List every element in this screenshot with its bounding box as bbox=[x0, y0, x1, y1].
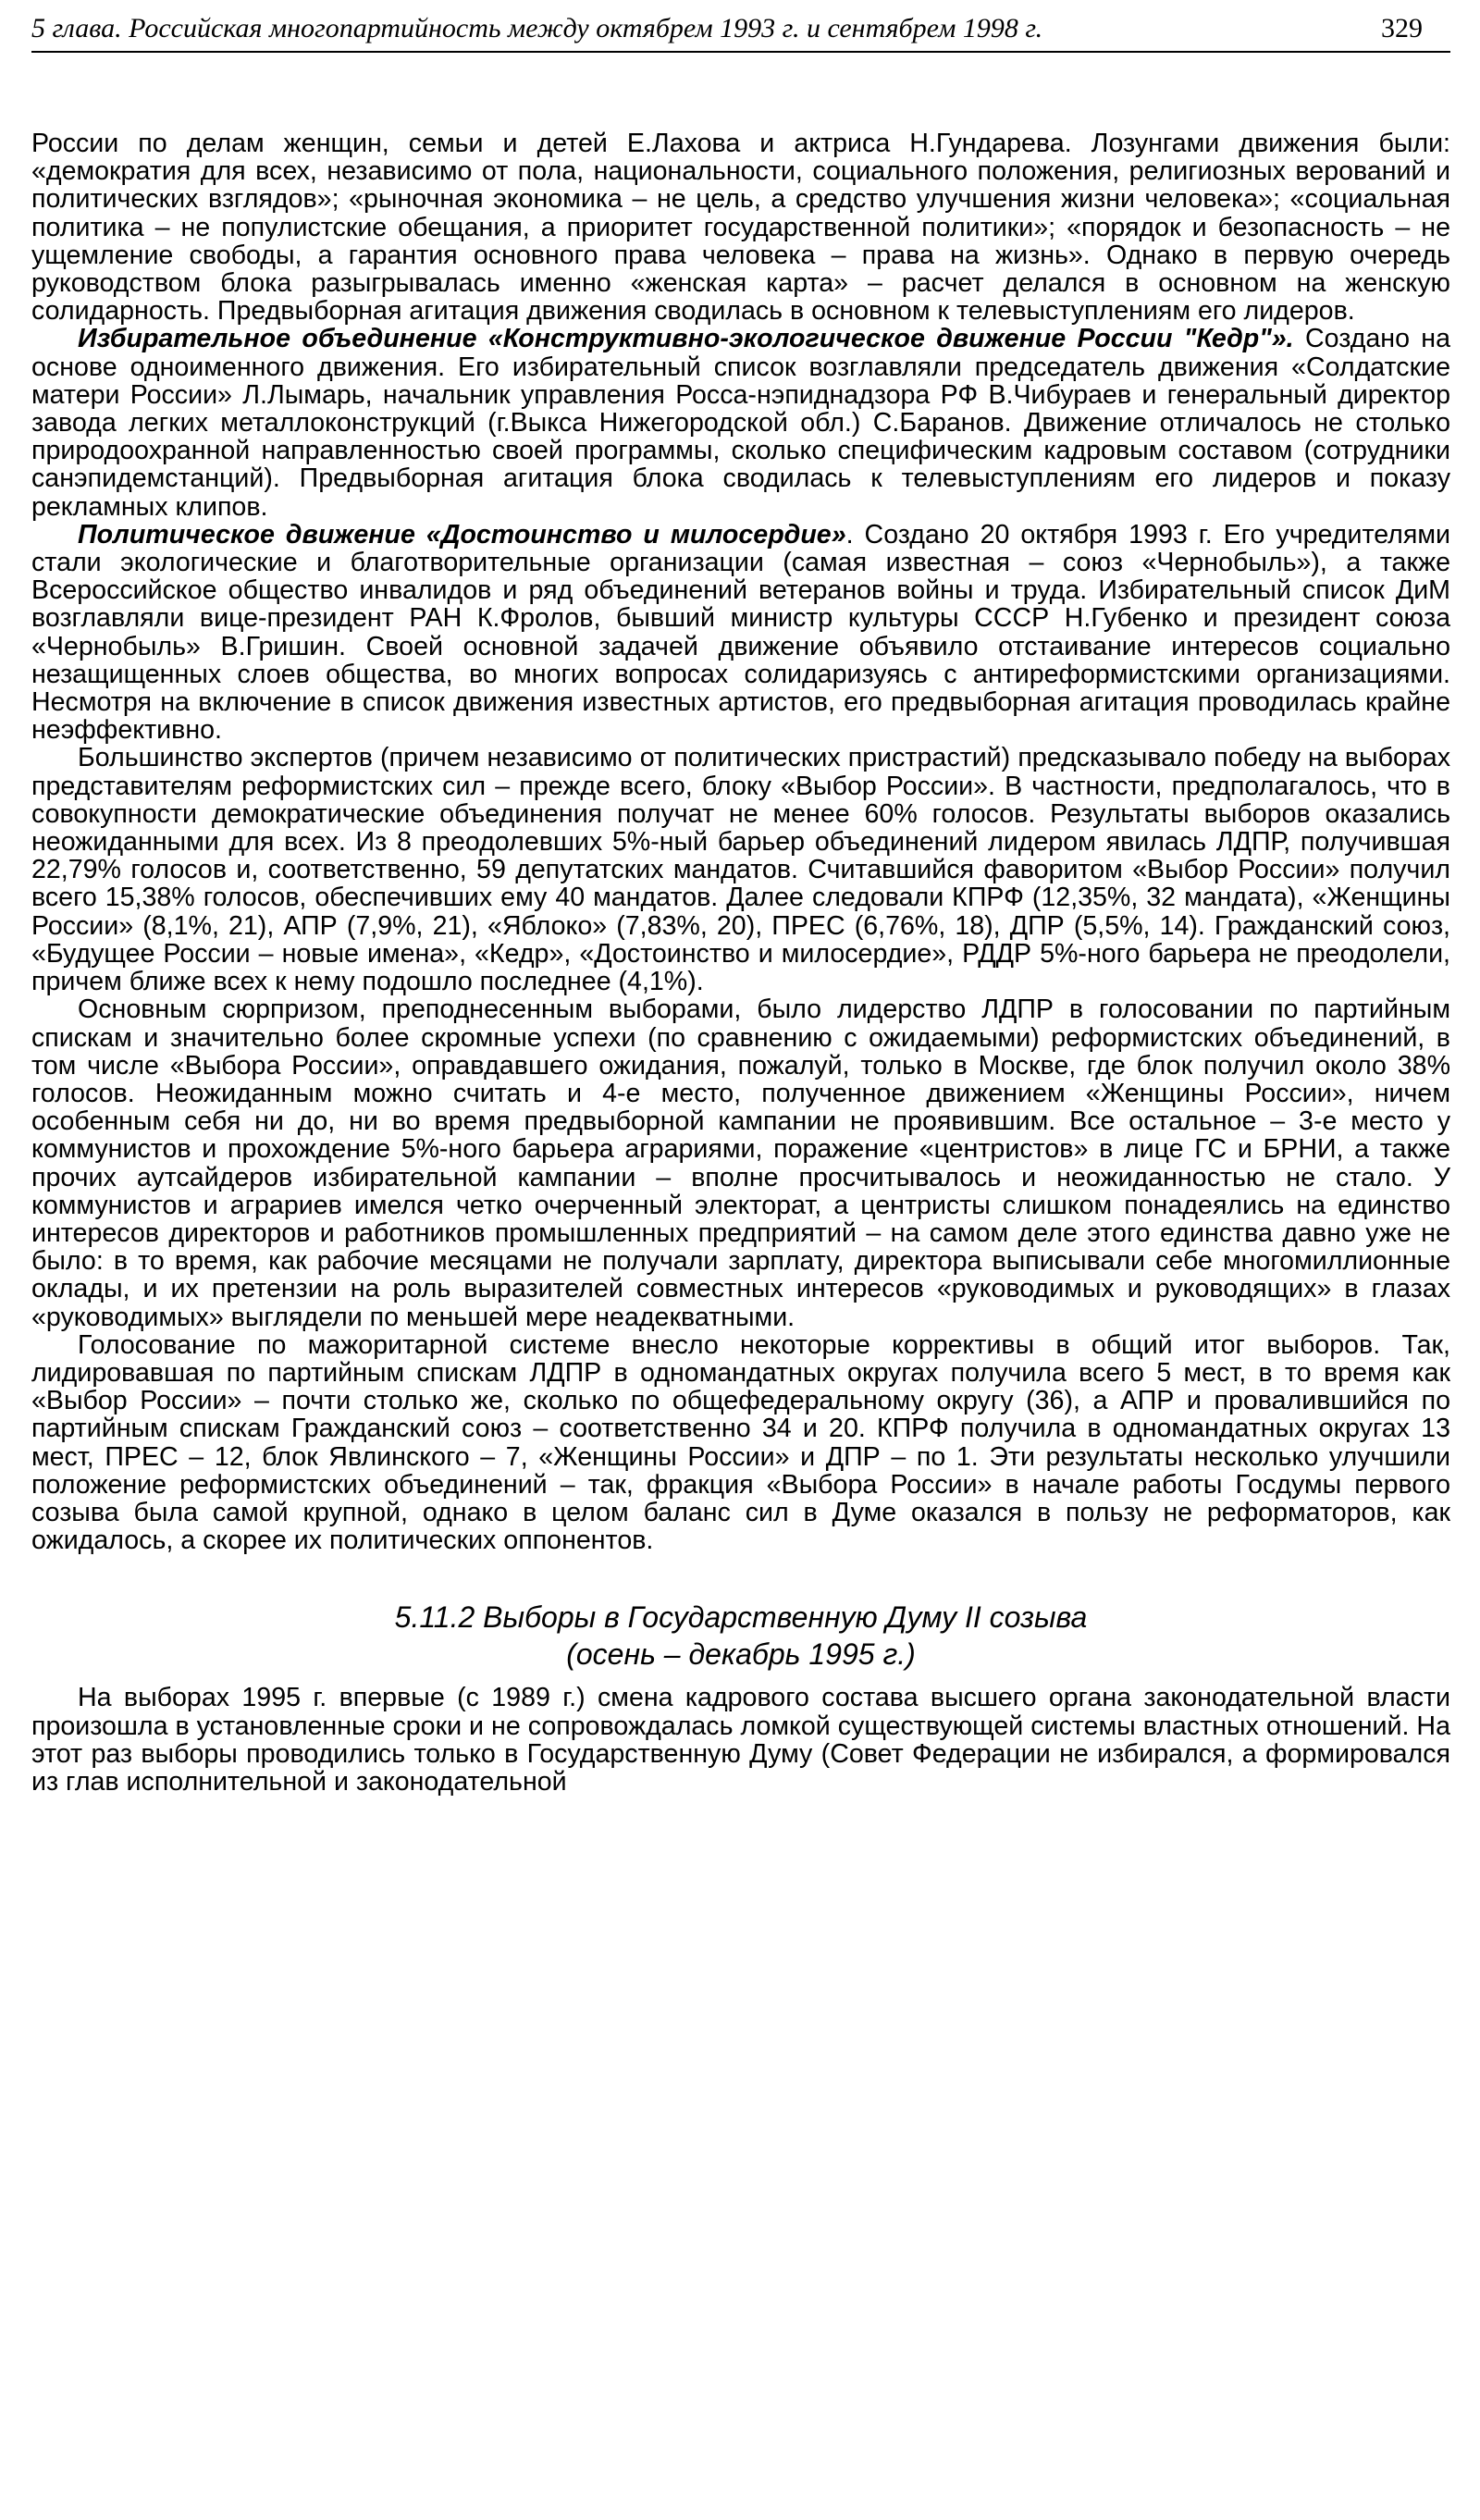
paragraph: На выборах 1995 г. впервые (с 1989 г.) смена кадрового состава высшего органа законодательной власти произошла в установленные сроки и не сопровождалась ломкой существующей системы властных отношений. На этот раз выборы проводились только в Государственную Думу (Совет Федерации не избирался, а формировался из глав исполнительной и законодательной bbox=[31, 1683, 1450, 1797]
paragraph-kedr bbox=[31, 325, 1450, 520]
paragraph-lead: Избирательное объединение «Конструктивно-экологическое движение России "Кедр"». bbox=[78, 324, 1294, 354]
paragraph: России по делам женщин, семьи и детей Е.Лахова и актриса Н.Гундарева. Лозунгами движения были: «демократия для всех, независимо от пола, национальности, социального положения, религиозных верований и политических взглядов»; «рыночная экономика – не цель, а средство улучшения жизни человека»; «социальная политика – не популистские обещания, а приоритет государственной политики»; «порядок и безопасность – не ущемление свободы, а гарантия основного права человека – права на жизнь». Однако в первую очередь руководством блока разыгрывалась именно «женская карта» – расчет делался в основном на женскую солидарность. Предвыборная агитация движения сводилась в основном к телевыступлениям его лидеров. bbox=[31, 129, 1450, 327]
body-text bbox=[31, 130, 1450, 1796]
paragraph: Основным сюрпризом, преподнесенным выборами, было лидерство ЛДПР в голосовании по партийным спискам и значительно более скромные успехи (по сравнению с ожидаемыми) реформистских объединений, в том числе «Выбора России», оправдавшего ожидания, пожалуй, только в Москве, где блок получил около 38% голосов. Неожиданным можно считать и 4-е место, полученное движением «Женщины России», ничем особенным себя ни до, ни во время предвыборной кампании не проявившим. Все остальное – 3-е место у коммунистов и прохождение 5%-ного барьера аграриями, поражение «центристов» в лице ГС и БРНИ, а также прочих аутсайдеров избирательной кампании – вполне просчитывалось и неожиданностью не стало. У коммунистов и аграриев имелся четко очерченный электорат, а центристы слишком понадеялись на единство интересов директоров и работников промышленных предприятий – на самом деле этого единства давно уже не было: в то время, как рабочие месяцами не получали зарплату, директора выписывали себе многомиллионные оклады, и их претензии на роль выразителей совместных интересов «руководимых и руководящих» в глазах «руководимых» выглядели по меньшей мере неадекватными. bbox=[31, 994, 1450, 1332]
section-heading bbox=[31, 1599, 1450, 1673]
paragraph-body: Создано на основе одноименного движения. Его избирательный список возглавляли председатель движения «Солдатские матери России» Л.Лымарь, начальник управления Росса-нэпиднадзора РФ В.Чибураев и генеральный директор завода легких металлоконструкций (г.Выкса Нижегородской обл.) С.Баранов. Движение отличалось не столько природоохранной направленностью своей программы, сколько специфическим кадровым составом (сотрудники санэпидемстанций). Предвыборная агитация блока сводилась к телевыступлениям его лидеров и показу рекламных клипов. bbox=[31, 324, 1451, 522]
header-rule bbox=[31, 51, 1450, 53]
paragraph-body: . Создано 20 октября 1993 г. Его учредителями стали экологические и благотворительные организации (самая известная – союз «Чернобыль»), а также Всероссийское общество инвалидов и ряд объединений ветеранов войны и труда. Избирательный список ДиМ возглавляли вице-президент РАН К.Фролов, бывший министр культуры СССР Н.Губенко и президент союза «Чернобыль» В.Гришин. Своей основной задачей движение объявило отстаивание интересов социально незащищенных слоев общества, во многих вопросах солидаризуясь с антиреформистскими организациями. Несмотря на включение в список движения известных артистов, его предвыборная агитация проводилась крайне неэффективно. bbox=[31, 519, 1450, 746]
paragraph: Голосование по мажоритарной системе внесло некоторые коррективы в общий итог выборов. Так, лидировавшая по партийным спискам ЛДПР в одномандатных округах получила всего 5 мест, в то время как «Выбор России» – почти столько же, сколько по общефедеральному округу (36), а АПР и провалившийся по партийным спискам Гражданский союз – соответственно 34 и 20. КПРФ получила в одномандатных округах 13 мест, ПРЕС – 12, блок Явлинского – 7, «Женщины России» и ДПР – по 1. Эти результаты несколько улучшили положение реформистских объединений – так, фракция «Выбора России» в начале работы Госдумы первого созыва была самой крупной, однако в целом баланс сил в Думе оказался в пользу не реформаторов, как ожидалось, а скорее их политических оппонентов. bbox=[31, 1329, 1450, 1556]
chapter-title: 5 глава. Российская многопартийность между октябрем 1993 г. и сентябрем 1998 г. bbox=[31, 13, 1043, 43]
book-page bbox=[31, 0, 1450, 2520]
page-number: 329 bbox=[1381, 13, 1423, 43]
paragraph-lead: Политическое движение «Достоинство и милосердие» bbox=[78, 519, 846, 550]
section-heading-line: (осень – декабрь 1995 г.) bbox=[566, 1637, 916, 1672]
running-header bbox=[31, 11, 1450, 48]
section-heading-line: 5.11.2 Выборы в Государственную Думу II созыва bbox=[394, 1600, 1088, 1635]
paragraph: Большинство экспертов (причем независимо от политических пристрастий) предсказывало победу на выборах представителям реформистских сил – прежде всего, блоку «Выбор России». В частности, предполагалось, что в совокупности демократические объединения получат не менее 60% голосов. Результаты выборов оказались неожиданными для всех. Из 8 преодолевших 5%-ный барьер объединений лидером явилась ЛДПР, получившая 22,79% голосов и, соответственно, 59 депутатских мандатов. Считавшийся фаворитом «Выбор России» получил всего 15,38% голосов, обеспечивших ему 40 мандатов. Далее следовали КПРФ (12,35%, 32 мандата), «Женщины России» (8,1%, 21), АПР (7,9%, 21), «Яблоко» (7,83%, 20), ПРЕС (6,76%, 18), ДПР (5,5%, 14). Гражданский союз, «Будущее России – новые имена», «Кедр», «Достоинство и милосердие», РДДР 5%-ного барьера не преодолели, причем ближе всех к нему подошло последнее (4,1%). bbox=[31, 743, 1450, 997]
paragraph-dim bbox=[31, 521, 1450, 745]
